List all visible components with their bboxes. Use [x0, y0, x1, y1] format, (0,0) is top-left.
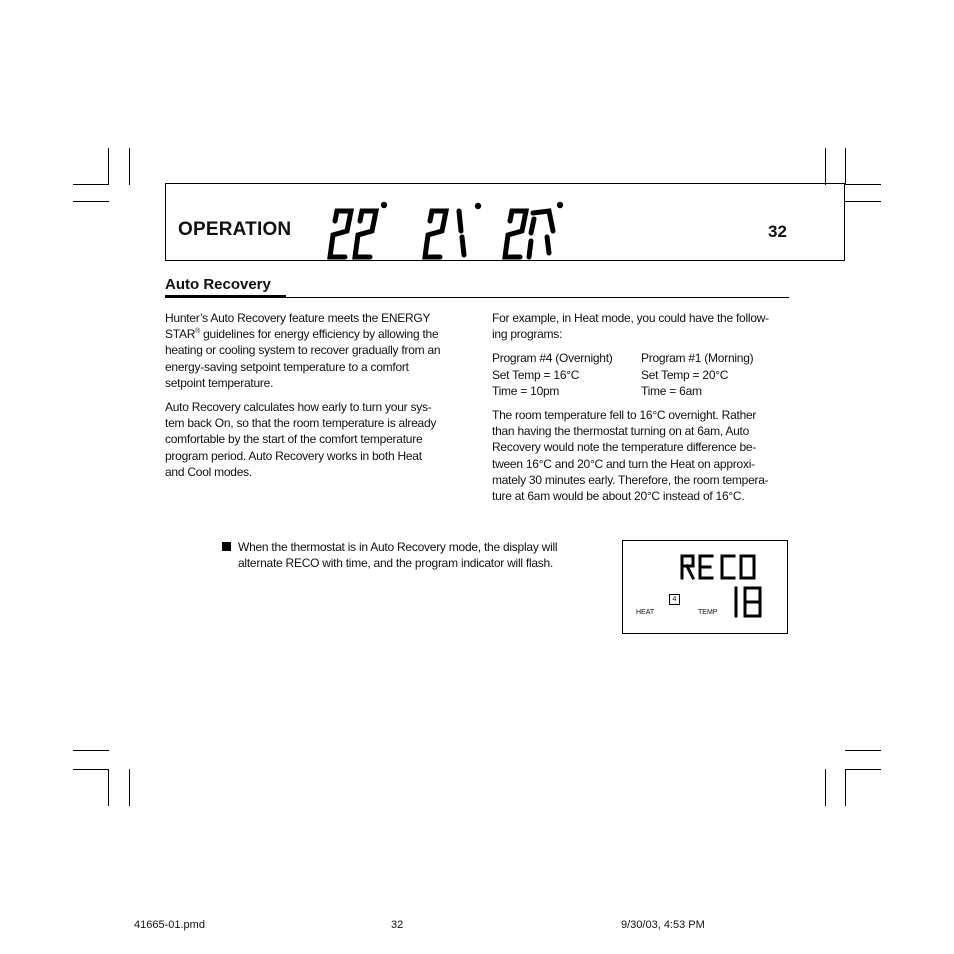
seg-letter-r: [682, 556, 693, 578]
program-time: Time = 10pm: [492, 383, 560, 398]
crop-mark: [108, 769, 109, 806]
crop-mark: [845, 750, 881, 751]
text-line: setpoint temperature.: [165, 375, 274, 390]
text-line: For example, in Heat mode, you could have the follow-: [492, 311, 769, 325]
digit-0: [529, 211, 553, 257]
text-fragment: guidelines for energy efficiency by allowing the: [200, 327, 439, 342]
digit-1: [459, 211, 464, 255]
program-name: Program #4 (Overnight): [492, 351, 613, 366]
text-line: heating or cooling system to recover gradually from an: [165, 343, 441, 358]
program-morning: [641, 350, 790, 399]
text-line: When the thermostat is in Auto Recovery mode, the display will: [238, 540, 558, 554]
text-line: comfortable by the start of the comfort temperature: [165, 432, 423, 447]
text-line: and Cool modes.: [165, 464, 252, 479]
program-name: Program #1 (Morning): [641, 351, 754, 366]
text-line: program period. Auto Recovery works in both Heat: [165, 448, 422, 463]
crop-mark: [825, 769, 826, 806]
text-line: than having the thermostat turning on at 6am, Auto: [492, 424, 750, 439]
degree-dot: [475, 203, 481, 209]
text-line: The room temperature fell to 16°C overnight. Rather: [492, 408, 757, 423]
text-line: energy-saving setpoint temperature to a comfort: [165, 359, 409, 374]
program-time: Time = 6am: [641, 383, 702, 398]
crop-mark: [129, 148, 130, 185]
text-line: Recovery would note the temperature difference be-: [492, 440, 757, 455]
right-column: [492, 310, 790, 512]
paragraph: [492, 310, 790, 342]
bullet-square-icon: [222, 542, 231, 551]
program-set-temp: Set Temp = 20°C: [641, 367, 729, 382]
crop-mark: [73, 184, 109, 185]
crop-mark: [845, 184, 881, 185]
crop-mark: [73, 750, 109, 751]
crop-mark: [73, 769, 109, 770]
text-line: tem back On, so that the room temperature is already: [165, 416, 437, 431]
degree-dot: [557, 202, 563, 208]
paragraph: [165, 399, 465, 480]
section-title: Auto Recovery: [165, 276, 271, 293]
footer-timestamp: 9/30/03, 4:53 PM: [621, 919, 705, 931]
digit-2: [425, 211, 446, 257]
text-line: tween 16°C and 20°C and turn the Heat on approxi-: [492, 456, 755, 471]
text-line: ing programs:: [492, 327, 563, 342]
left-column: [165, 310, 465, 488]
text-line: Auto Recovery calculates how early to turn your sys-: [165, 400, 432, 415]
seg-digit-8: [745, 588, 760, 616]
digit-2: [505, 211, 526, 257]
text-line: alternate RECO with time, and the program indicator will flash.: [238, 556, 554, 571]
digit-2: [330, 211, 351, 257]
paragraph: [165, 310, 465, 391]
footer-filename: 41665-01.pmd: [134, 919, 205, 931]
degree-dot: [381, 202, 387, 208]
lcd-temperature-digits: [731, 585, 765, 619]
crop-mark: [845, 769, 846, 806]
lcd-reco-text: [679, 553, 759, 581]
program-table: [492, 350, 790, 399]
paragraph: [492, 407, 790, 504]
crop-mark: [845, 201, 881, 202]
page-title: OPERATION: [178, 219, 292, 240]
text-line: [165, 326, 465, 342]
seg-letter-e: [700, 556, 712, 578]
header-display-digits: [325, 197, 570, 261]
section-title-underline: [165, 295, 286, 298]
temp-label: TEMP: [698, 609, 718, 616]
text-line: mately 30 minutes early. Therefore, the room tempera-: [492, 472, 769, 487]
crop-mark: [825, 148, 826, 185]
text-fragment: STAR: [165, 327, 196, 342]
seg-letter-o: [741, 556, 754, 578]
registered-mark: ®: [195, 328, 201, 336]
crop-mark: [129, 769, 130, 806]
crop-mark: [845, 148, 846, 185]
crop-mark: [845, 769, 881, 770]
bullet-text: [238, 539, 598, 571]
program-set-temp: Set Temp = 16°C: [492, 367, 580, 382]
heat-mode-label: HEAT: [636, 609, 655, 616]
page-number: 32: [768, 222, 787, 241]
thermostat-lcd: [622, 540, 788, 634]
footer-page-number: 32: [391, 919, 404, 931]
seg-letter-c: [722, 556, 734, 578]
text-line: Hunter’s Auto Recovery feature meets the ENERGY: [165, 311, 431, 325]
program-indicator: 4: [669, 594, 680, 605]
crop-mark: [108, 148, 109, 185]
digit-2: [355, 211, 376, 257]
crop-mark: [73, 201, 109, 202]
text-line: ture at 6am would be about 20°C instead of 16°C.: [492, 489, 745, 504]
program-overnight: [492, 350, 641, 399]
